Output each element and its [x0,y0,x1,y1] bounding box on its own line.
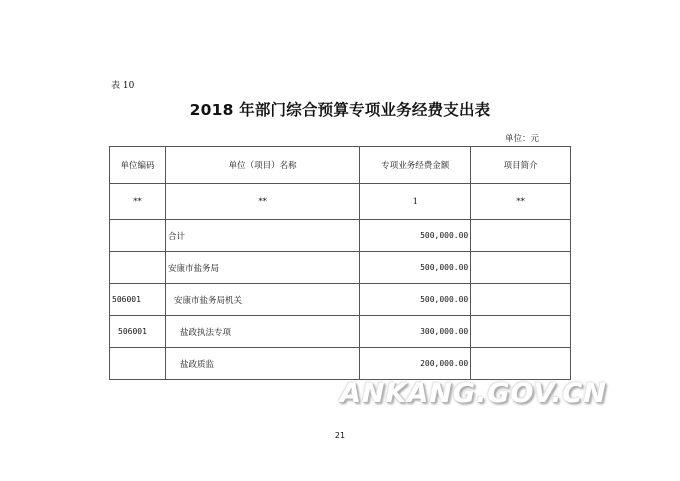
unit-name-cell: 盐政质监 [165,348,359,380]
page-number: 21 [334,431,346,440]
index-cell: ** [165,184,359,220]
unit-label: 单位：元 [505,134,540,144]
intro-cell [471,348,571,380]
amount-cell: 500,000.00 [360,220,471,252]
amount-cell: 300,000.00 [360,316,471,348]
intro-cell [471,316,571,348]
site-watermark: ANKANG.GOV.CN [340,378,607,409]
index-cell: ** [110,184,166,220]
header-amount: 专项业务经费金额 [360,147,471,184]
unit-name-cell: 盐政执法专项 [165,316,359,348]
index-cell: ** [471,184,571,220]
table-index-row [110,184,571,220]
table-row [110,348,571,380]
table-number: 表 10 [111,81,135,91]
header-unit-code: 单位编码 [110,147,166,184]
unit-code-cell: 506001 [110,284,166,316]
intro-cell [471,284,571,316]
amount-cell: 200,000.00 [360,348,471,380]
unit-name-cell: 合计 [165,220,359,252]
intro-cell [471,220,571,252]
amount-cell: 500,000.00 [360,284,471,316]
unit-code-cell [110,252,166,284]
table-row [110,252,571,284]
unit-name-cell: 安康市盐务局机关 [165,284,359,316]
header-intro: 项目简介 [471,147,571,184]
intro-cell [471,252,571,284]
expenditure-table [109,146,571,380]
header-unit-name: 单位（项目）名称 [165,147,359,184]
table-row [110,316,571,348]
unit-name-cell: 安康市盐务局 [165,252,359,284]
unit-code-cell: 506001 [110,316,166,348]
unit-code-cell [110,220,166,252]
table-row [110,220,571,252]
page-title: 2018 年部门综合预算专项业务经费支出表 [189,101,491,119]
amount-cell: 500,000.00 [360,252,471,284]
unit-code-cell [110,348,166,380]
table-row [110,284,571,316]
table-header-row [110,147,571,184]
index-cell: 1 [360,184,471,220]
